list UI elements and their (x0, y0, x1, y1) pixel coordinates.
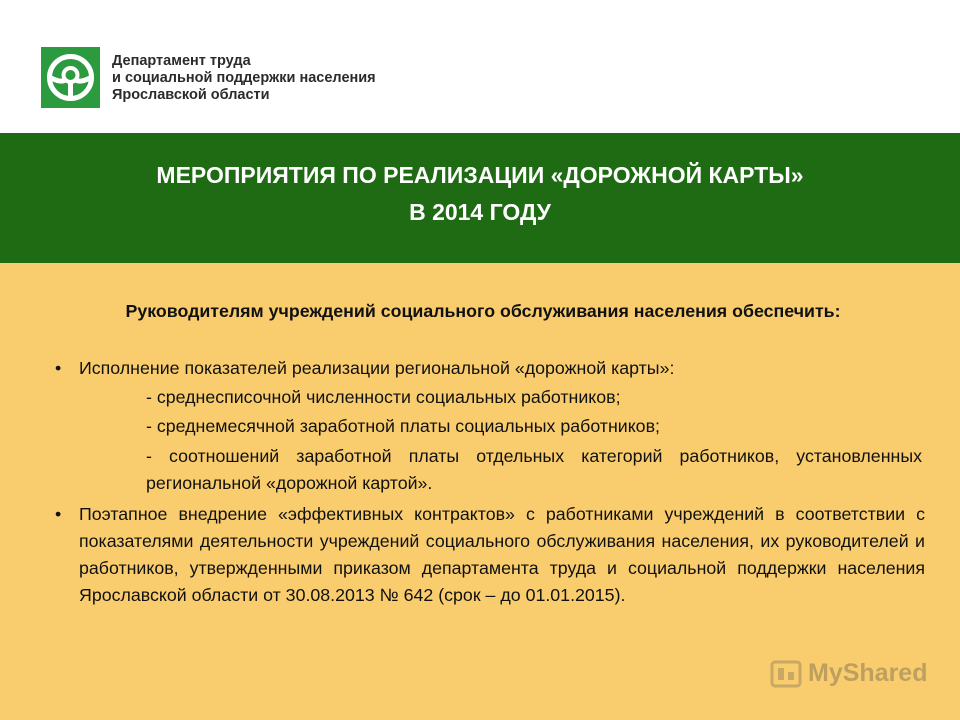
sub-item-3: - соотношений заработной платы отдельных категорий работников, установленных региональной «дорожной картой». (146, 446, 922, 493)
content-area (0, 263, 960, 720)
header (0, 0, 960, 133)
bullet-item (55, 501, 925, 609)
watermark-text: MyShared (808, 659, 928, 687)
organization-name (112, 53, 376, 104)
sub-item-2: - среднемесячной заработной платы социальных работников; (146, 416, 660, 436)
sub-item-1: - среднесписочной численности социальных работников; (146, 387, 621, 407)
bullet-icon: • (55, 358, 62, 378)
watermark-logo-icon (766, 654, 806, 694)
page-title-line-1: МЕРОПРИЯТИЯ ПО РЕАЛИЗАЦИИ «ДОРОЖНОЙ КАРТЫ» (156, 162, 804, 188)
org-line-3: Ярославской области (112, 87, 270, 103)
bullet-icon: • (55, 504, 62, 524)
watermark (766, 654, 926, 694)
page-title-line-2: В 2014 ГОДУ (409, 199, 551, 225)
bullet-text-1: Исполнение показателей реализации региональной «дорожной карты»: (79, 358, 675, 378)
lead-paragraph: Руководителям учреждений социального обслуживания населения обеспечить: (125, 301, 841, 321)
bullet-item (55, 355, 925, 382)
steering-wheel-icon (41, 47, 100, 108)
title-banner (0, 133, 960, 263)
org-line-1: Департамент труда (112, 53, 251, 69)
org-line-2: и социальной поддержки населения (112, 70, 376, 86)
bullet-text-2: Поэтапное внедрение «эффективных контрактов» с работниками учреждений в соответствии с показателями деятельности учреждений социального обслуживания населения, их руководителей и работников, утвержденными приказом департамента труда и социальной поддержки населения Ярославской области от 30.08.2013 № 642 (срок – до 01.01.2015). (79, 504, 925, 605)
